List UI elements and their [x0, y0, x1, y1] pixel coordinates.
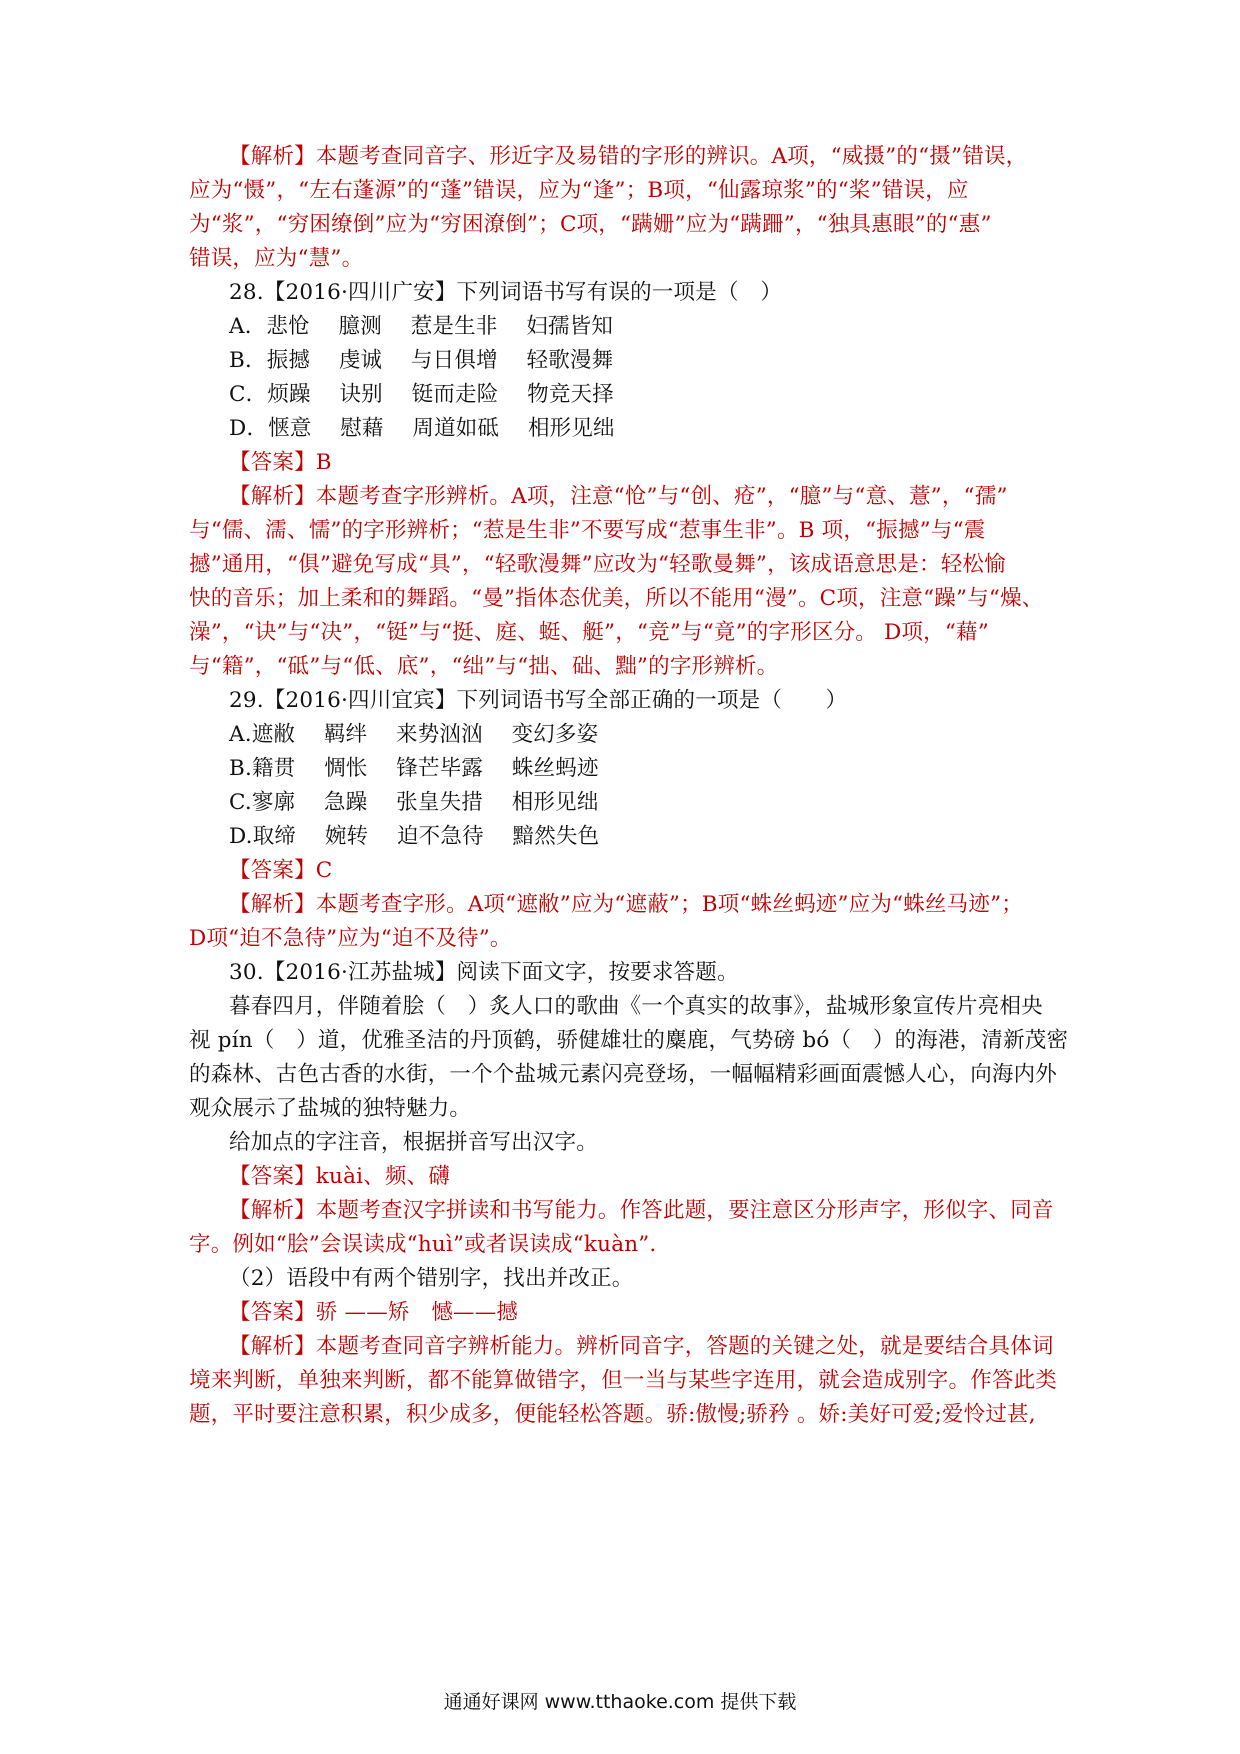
q28-analysis-line-1: 【解析】本题考查字形辨析。A项，注意“怆”与“创、疮”，“臆”与“意、薏”，“孺”	[229, 484, 1008, 509]
q29-option-d: D.取缔 婉转 迫不急待 黯然失色	[229, 824, 600, 849]
q28-analysis-line-2: 与“儒、濡、懦”的字形辨析；“惹是生非”不要写成“惹事生非”。B 项，“振撼”与“震	[189, 518, 986, 543]
q27-analysis-line-4: 错误，应为“慧”。	[189, 246, 364, 271]
q29-answer: 【答案】C	[229, 858, 333, 883]
q30-sub2-analysis-line-3: 题，平时要注意积累，积少成多，便能轻松答题。骄:傲慢;骄矜 。娇:美好可爱;爱怜过甚,	[189, 1402, 1036, 1427]
q29-analysis-line-2: D项“迫不急待”应为“迫不及待”。	[189, 926, 512, 951]
q28-analysis-line-4: 快的音乐；加上柔和的舞蹈。“曼”指体态优美，所以不能用“漫”。C项，注意“躁”与“燥、	[189, 586, 1044, 611]
page-footer: 通通好课网 www.tthaoke.com 提供下载	[443, 1691, 797, 1713]
q30-sub1-analysis-line-1: 【解析】本题考查汉字拼读和书写能力。作答此题，要注意区分形声字，形似字、同音	[229, 1198, 1054, 1223]
q29-stem: 29.【2016·四川宜宾】下列词语书写全部正确的一项是（ ）	[229, 688, 848, 713]
q30-sub2-answer: 【答案】骄 ——矫 憾——撼	[229, 1300, 519, 1325]
q29-option-b: B.籍贯 惆怅 锋芒毕露 蛛丝蚂迹	[229, 756, 599, 781]
q30-sub2-analysis-line-1: 【解析】本题考查同音字辨析能力。辨析同音字，答题的关键之处，就是要结合具体词	[229, 1334, 1054, 1359]
q30-passage-line-1: 暮春四月，伴随着脍（ ）炙人口的歌曲《一个真实的故事》，盐城形象宣传片亮相央	[229, 994, 1043, 1019]
q28-analysis-line-3: 撼”通用，“俱”避免写成“具”，“轻歌漫舞”应改为“轻歌曼舞”，该成语意思是：轻松愉	[189, 552, 1006, 577]
q30-stem: 30.【2016·江苏盐城】阅读下面文字，按要求答题。	[229, 960, 739, 985]
q29-option-c: C.寥廓 急躁 张皇失措 相形见绌	[229, 790, 599, 815]
q28-analysis-line-6: 与“籍”，“砥”与“低、底”，“绌”与“拙、础、黜”的字形辨析。	[189, 654, 779, 679]
q28-stem: 28.【2016·四川广安】下列词语书写有误的一项是（ ）	[229, 280, 783, 305]
q28-option-b: B．振撼 虔诚 与日俱增 轻歌漫舞	[229, 348, 614, 373]
q30-passage-line-3: 的森林、古色古香的水街，一个个盐城元素闪亮登场，一幅幅精彩画面震憾人心，向海内外	[189, 1062, 1058, 1087]
q28-option-c: C．烦躁 诀别 铤而走险 物竞天择	[229, 382, 614, 407]
q30-passage-line-4: 观众展示了盐城的独特魅力。	[189, 1096, 472, 1121]
q29-analysis-line-1: 【解析】本题考查字形。A项“遮敝”应为“遮蔽”；B项“蛛丝蚂迹”应为“蛛丝马迹”；	[229, 892, 1023, 917]
q28-option-d: D．惬意 慰藉 周道如砥 相形见绌	[229, 416, 615, 441]
q27-analysis-line-1: 【解析】本题考查同音字、形近字及易错的字形的辨识。A项，“威摄”的“摄”错误，	[229, 144, 1028, 169]
q30-sub2-analysis-line-2: 境来判断，单独来判断，都不能算做错字，但一当与某些字连用，就会造成别字。作答此类	[189, 1368, 1058, 1393]
q30-passage-line-2: 视 pín（ ）道，优雅圣洁的丹顶鹤，骄健雄壮的麋鹿，气势磅 bó（ ）的海港，清新茂密	[189, 1028, 1069, 1053]
q30-sub1-analysis-line-2: 字。例如“脍”会误读成“huì”或者误读成“kuàn”．	[189, 1232, 672, 1257]
q30-sub1-stem: 给加点的字注音，根据拼音写出汉字。	[229, 1130, 598, 1155]
q27-analysis-line-3: 为“浆”，“穷困缭倒”应为“穷困潦倒”；C项，“蹒姗”应为“蹒跚”，“独具惠眼”的“惠”	[189, 212, 992, 237]
q29-option-a: A.遮敝 羁绊 来势汹汹 变幻多姿	[229, 722, 599, 747]
q30-sub1-answer: 【答案】kuài、频、礴	[229, 1164, 450, 1189]
q27-analysis-line-2: 应为“慑”，“左右蓬源”的“蓬”错误，应为“逢”；B项，“仙露琼浆”的“桨”错误，应	[189, 178, 969, 203]
q28-analysis-line-5: 澡”，“诀”与“决”，“铤”与“挺、庭、蜓、艇”，“竞”与“竟”的字形区分。 D项，“藉”	[189, 620, 989, 645]
q30-sub2-stem: （2）语段中有两个错别字，找出并改正。	[229, 1266, 634, 1291]
q28-option-a: A．悲怆 臆测 惹是生非 妇孺皆知	[229, 314, 614, 339]
q28-answer: 【答案】B	[229, 450, 332, 475]
